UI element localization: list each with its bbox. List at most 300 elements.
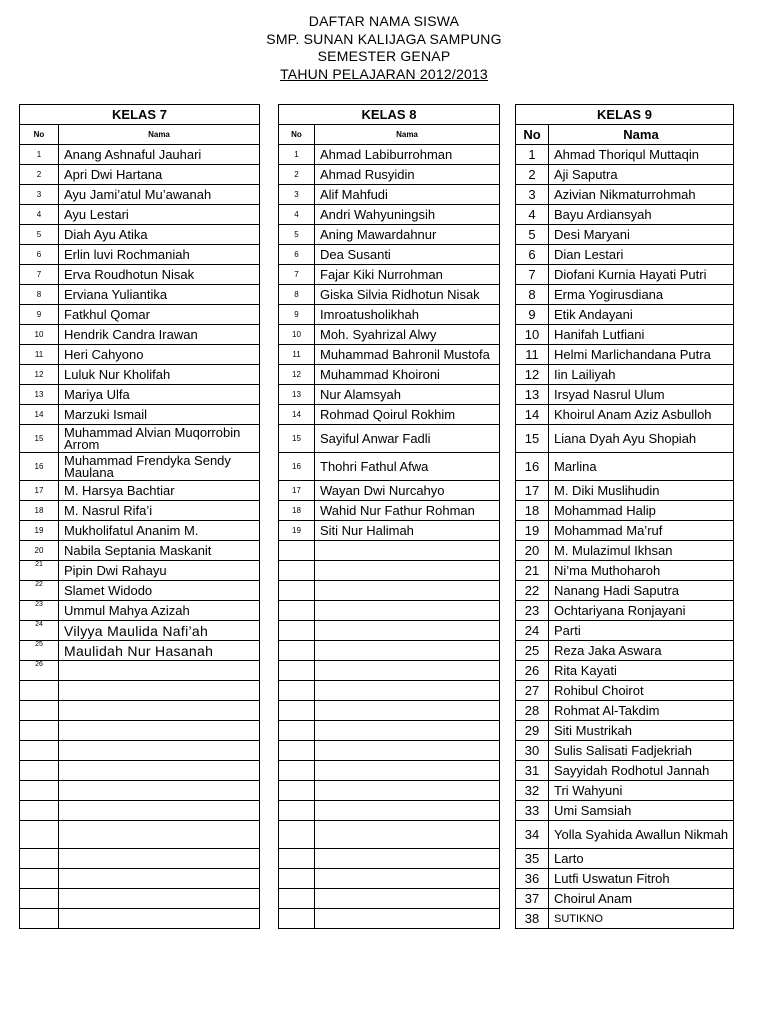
student-name: Desi Maryani bbox=[549, 225, 734, 245]
table-row bbox=[279, 621, 500, 641]
student-name: Ayu Lestari bbox=[59, 205, 260, 225]
table-row bbox=[279, 265, 500, 285]
student-name: Dea Susanti bbox=[315, 245, 500, 265]
student-name: Diofani Kurnia Hayati Putri bbox=[549, 265, 734, 285]
student-name: Alif Mahfudi bbox=[315, 185, 500, 205]
table-row bbox=[516, 801, 734, 821]
table-row bbox=[516, 405, 734, 425]
table-row bbox=[20, 185, 260, 205]
row-number bbox=[279, 621, 315, 641]
student-name: Hanifah Lutfiani bbox=[549, 325, 734, 345]
table-row bbox=[279, 681, 500, 701]
row-number: 9 bbox=[516, 305, 549, 325]
col-no-header: No bbox=[279, 125, 315, 145]
table-row bbox=[20, 601, 260, 621]
row-number bbox=[20, 801, 59, 821]
table-row bbox=[279, 501, 500, 521]
table-row bbox=[20, 385, 260, 405]
student-name: Sayyidah Rodhotul Jannah bbox=[549, 761, 734, 781]
student-name bbox=[59, 681, 260, 701]
row-number bbox=[279, 801, 315, 821]
table-row bbox=[20, 425, 260, 453]
student-name: Imroatusholikhah bbox=[315, 305, 500, 325]
row-number: 9 bbox=[20, 305, 59, 325]
student-name: Yolla Syahida Awallun Nikmah bbox=[549, 821, 734, 849]
row-number bbox=[279, 561, 315, 581]
row-number: 13 bbox=[20, 385, 59, 405]
row-number: 18 bbox=[20, 501, 59, 521]
table-row bbox=[279, 761, 500, 781]
table-row bbox=[20, 721, 260, 741]
student-name bbox=[315, 761, 500, 781]
row-number bbox=[279, 581, 315, 601]
student-name: Giska Silvia Ridhotun Nisak bbox=[315, 285, 500, 305]
table-row bbox=[20, 405, 260, 425]
row-number: 5 bbox=[20, 225, 59, 245]
student-name: Bayu Ardiansyah bbox=[549, 205, 734, 225]
row-number: 22 bbox=[20, 581, 59, 601]
student-name bbox=[315, 781, 500, 801]
row-number: 37 bbox=[516, 889, 549, 909]
row-number bbox=[20, 701, 59, 721]
student-name: Nabila Septania Maskanit bbox=[59, 541, 260, 561]
student-name: Mohammad Ma’ruf bbox=[549, 521, 734, 541]
table-row bbox=[516, 621, 734, 641]
table-row bbox=[20, 145, 260, 165]
student-name: M. Diki Muslihudin bbox=[549, 481, 734, 501]
row-number: 16 bbox=[279, 453, 315, 481]
table-row bbox=[516, 453, 734, 481]
table-row bbox=[279, 325, 500, 345]
student-name: M. Harsya Bachtiar bbox=[59, 481, 260, 501]
row-number: 11 bbox=[279, 345, 315, 365]
table-row bbox=[20, 325, 260, 345]
student-name: Lutfi Uswatun Fitroh bbox=[549, 869, 734, 889]
row-number: 3 bbox=[279, 185, 315, 205]
student-name bbox=[315, 601, 500, 621]
student-name bbox=[59, 889, 260, 909]
student-name: Helmi Marlichandana Putra bbox=[549, 345, 734, 365]
row-number: 11 bbox=[516, 345, 549, 365]
row-number: 24 bbox=[20, 621, 59, 641]
table-row bbox=[279, 453, 500, 481]
table-row bbox=[516, 205, 734, 225]
table-row bbox=[279, 661, 500, 681]
row-number: 7 bbox=[20, 265, 59, 285]
student-name: Ahmad Labiburrohman bbox=[315, 145, 500, 165]
student-name bbox=[315, 701, 500, 721]
table-row bbox=[20, 801, 260, 821]
row-number: 3 bbox=[516, 185, 549, 205]
row-number: 2 bbox=[516, 165, 549, 185]
row-number: 30 bbox=[516, 741, 549, 761]
row-number: 34 bbox=[516, 821, 549, 849]
student-name bbox=[59, 801, 260, 821]
student-name: Rita Kayati bbox=[549, 661, 734, 681]
student-name: Erva Roudhotun Nisak bbox=[59, 265, 260, 285]
table-row bbox=[516, 821, 734, 849]
student-name: SUTIKNO bbox=[549, 909, 734, 929]
row-number: 12 bbox=[279, 365, 315, 385]
row-number: 29 bbox=[516, 721, 549, 741]
row-number: 35 bbox=[516, 849, 549, 869]
student-name: Andri Wahyuningsih bbox=[315, 205, 500, 225]
student-name: Wahid Nur Fathur Rohman bbox=[315, 501, 500, 521]
row-number bbox=[279, 721, 315, 741]
table-row bbox=[279, 821, 500, 849]
student-name bbox=[59, 741, 260, 761]
student-name: Larto bbox=[549, 849, 734, 869]
table-row bbox=[279, 145, 500, 165]
student-name: Parti bbox=[549, 621, 734, 641]
table-row bbox=[20, 821, 260, 849]
student-name: Aning Mawardahnur bbox=[315, 225, 500, 245]
row-number: 19 bbox=[279, 521, 315, 541]
student-name: Muhammad Frendyka Sendy Maulana bbox=[59, 453, 260, 481]
student-name: Liana Dyah Ayu Shopiah bbox=[549, 425, 734, 453]
col-no-header: No bbox=[20, 125, 59, 145]
student-name bbox=[315, 741, 500, 761]
student-name: Apri Dwi Hartana bbox=[59, 165, 260, 185]
student-name: Luluk Nur Kholifah bbox=[59, 365, 260, 385]
table-row bbox=[20, 869, 260, 889]
table-row bbox=[516, 521, 734, 541]
student-name: Ahmad Rusyidin bbox=[315, 165, 500, 185]
student-name: Dian Lestari bbox=[549, 245, 734, 265]
student-name: Rohibul Choirot bbox=[549, 681, 734, 701]
row-number bbox=[279, 821, 315, 849]
row-number bbox=[279, 869, 315, 889]
table-row bbox=[516, 761, 734, 781]
row-number: 6 bbox=[279, 245, 315, 265]
row-number: 10 bbox=[20, 325, 59, 345]
student-name: Sulis Salisati Fadjekriah bbox=[549, 741, 734, 761]
table-row bbox=[279, 581, 500, 601]
student-name: Erviana Yuliantika bbox=[59, 285, 260, 305]
table-row bbox=[279, 701, 500, 721]
table-row bbox=[279, 345, 500, 365]
student-name bbox=[315, 821, 500, 849]
table-row bbox=[516, 245, 734, 265]
row-number: 15 bbox=[20, 425, 59, 453]
student-name: Ochtariyana Ronjayani bbox=[549, 601, 734, 621]
table-row bbox=[516, 225, 734, 245]
row-number: 19 bbox=[516, 521, 549, 541]
table-row bbox=[516, 481, 734, 501]
table-row bbox=[20, 641, 260, 661]
row-number: 7 bbox=[279, 265, 315, 285]
student-name bbox=[315, 721, 500, 741]
student-name: Choirul Anam bbox=[549, 889, 734, 909]
row-number bbox=[279, 601, 315, 621]
table-row bbox=[516, 601, 734, 621]
student-name: Muhammad Khoironi bbox=[315, 365, 500, 385]
kelas-9-table bbox=[515, 104, 734, 929]
row-number bbox=[279, 641, 315, 661]
student-name bbox=[315, 869, 500, 889]
table-row bbox=[516, 325, 734, 345]
student-name: Siti Nur Halimah bbox=[315, 521, 500, 541]
table-row bbox=[516, 541, 734, 561]
student-name: Pipin Dwi Rahayu bbox=[59, 561, 260, 581]
row-number: 22 bbox=[516, 581, 549, 601]
row-number: 4 bbox=[516, 205, 549, 225]
student-name: Erma Yogirusdiana bbox=[549, 285, 734, 305]
row-number: 20 bbox=[20, 541, 59, 561]
row-number bbox=[20, 889, 59, 909]
table-row bbox=[279, 305, 500, 325]
student-name bbox=[59, 781, 260, 801]
student-name: Ni’ma Muthoharoh bbox=[549, 561, 734, 581]
row-number: 21 bbox=[516, 561, 549, 581]
row-number: 8 bbox=[279, 285, 315, 305]
row-number: 4 bbox=[20, 205, 59, 225]
table-row bbox=[20, 365, 260, 385]
student-name bbox=[59, 761, 260, 781]
row-number: 21 bbox=[20, 561, 59, 581]
student-name: Wayan Dwi Nurcahyo bbox=[315, 481, 500, 501]
table-row bbox=[279, 225, 500, 245]
student-name: Rohmat Al-Takdim bbox=[549, 701, 734, 721]
table-row bbox=[279, 869, 500, 889]
row-number: 25 bbox=[20, 641, 59, 661]
table-row bbox=[279, 185, 500, 205]
table-row bbox=[516, 345, 734, 365]
table-row bbox=[516, 285, 734, 305]
row-number bbox=[20, 761, 59, 781]
table-row bbox=[20, 889, 260, 909]
student-name: Thohri Fathul Afwa bbox=[315, 453, 500, 481]
row-number: 12 bbox=[20, 365, 59, 385]
student-name: Diah Ayu Atika bbox=[59, 225, 260, 245]
academic-year: TAHUN PELAJARAN 2012/2013 bbox=[280, 65, 488, 82]
row-number bbox=[20, 909, 59, 929]
student-name: Aji Saputra bbox=[549, 165, 734, 185]
student-name: Reza Jaka Aswara bbox=[549, 641, 734, 661]
table-row bbox=[279, 541, 500, 561]
student-name bbox=[315, 581, 500, 601]
row-number: 19 bbox=[20, 521, 59, 541]
table-row bbox=[20, 701, 260, 721]
student-name bbox=[59, 821, 260, 849]
table-row bbox=[516, 581, 734, 601]
student-name: Mariya Ulfa bbox=[59, 385, 260, 405]
row-number: 10 bbox=[516, 325, 549, 345]
table-row bbox=[516, 305, 734, 325]
row-number: 15 bbox=[279, 425, 315, 453]
table-row bbox=[20, 481, 260, 501]
row-number: 2 bbox=[279, 165, 315, 185]
row-number bbox=[279, 701, 315, 721]
student-name bbox=[59, 869, 260, 889]
student-name: Iin Lailiyah bbox=[549, 365, 734, 385]
student-name: Siti Mustrikah bbox=[549, 721, 734, 741]
table-row bbox=[279, 481, 500, 501]
col-nama-header: Nama bbox=[59, 125, 260, 145]
student-name bbox=[315, 909, 500, 929]
table-row bbox=[279, 781, 500, 801]
row-number bbox=[20, 721, 59, 741]
student-name: Nanang Hadi Saputra bbox=[549, 581, 734, 601]
row-number: 2 bbox=[20, 165, 59, 185]
row-number: 16 bbox=[516, 453, 549, 481]
row-number: 20 bbox=[516, 541, 549, 561]
row-number bbox=[20, 741, 59, 761]
table-row bbox=[279, 365, 500, 385]
table-row bbox=[20, 225, 260, 245]
row-number: 26 bbox=[20, 661, 59, 681]
row-number: 7 bbox=[516, 265, 549, 285]
row-number: 17 bbox=[279, 481, 315, 501]
student-name: M. Mulazimul Ikhsan bbox=[549, 541, 734, 561]
row-number: 3 bbox=[20, 185, 59, 205]
col-nama-header: Nama bbox=[315, 125, 500, 145]
table-row bbox=[279, 641, 500, 661]
student-name bbox=[315, 681, 500, 701]
student-name bbox=[59, 721, 260, 741]
student-name: Mukholifatul Ananim M. bbox=[59, 521, 260, 541]
row-number: 17 bbox=[516, 481, 549, 501]
row-number: 27 bbox=[516, 681, 549, 701]
row-number: 16 bbox=[20, 453, 59, 481]
student-name: Ummul Mahya Azizah bbox=[59, 601, 260, 621]
table-row bbox=[516, 365, 734, 385]
document-header bbox=[0, 13, 768, 83]
student-name: Tri Wahyuni bbox=[549, 781, 734, 801]
row-number: 8 bbox=[516, 285, 549, 305]
row-number: 36 bbox=[516, 869, 549, 889]
row-number: 38 bbox=[516, 909, 549, 929]
table-row bbox=[20, 909, 260, 929]
kelas-9-title: KELAS 9 bbox=[516, 105, 734, 125]
table-row bbox=[20, 345, 260, 365]
row-number: 10 bbox=[279, 325, 315, 345]
row-number: 14 bbox=[279, 405, 315, 425]
table-row bbox=[279, 561, 500, 581]
student-name: Nur Alamsyah bbox=[315, 385, 500, 405]
student-name: Maulidah Nur Hasanah bbox=[59, 641, 260, 661]
row-number bbox=[279, 661, 315, 681]
student-name: Hendrik Candra Irawan bbox=[59, 325, 260, 345]
kelas-8-table bbox=[278, 104, 500, 929]
table-row bbox=[279, 385, 500, 405]
row-number: 15 bbox=[516, 425, 549, 453]
table-row bbox=[279, 741, 500, 761]
row-number: 26 bbox=[516, 661, 549, 681]
student-name bbox=[59, 661, 260, 681]
row-number: 6 bbox=[20, 245, 59, 265]
student-name: Rohmad Qoirul Rokhim bbox=[315, 405, 500, 425]
row-number bbox=[20, 869, 59, 889]
table-row bbox=[516, 721, 734, 741]
row-number: 4 bbox=[279, 205, 315, 225]
student-name: Muhammad Alvian Muqorrobin Arrom bbox=[59, 425, 260, 453]
student-name: Sayiful Anwar Fadli bbox=[315, 425, 500, 453]
student-name: Fatkhul Qomar bbox=[59, 305, 260, 325]
student-name: Etik Andayani bbox=[549, 305, 734, 325]
row-number: 6 bbox=[516, 245, 549, 265]
table-row bbox=[516, 641, 734, 661]
student-name: Muhammad Bahronil Mustofa bbox=[315, 345, 500, 365]
school-name: SMP. SUNAN KALIJAGA SAMPUNG bbox=[266, 30, 502, 47]
semester-label: SEMESTER GENAP bbox=[317, 48, 451, 64]
student-name: Ayu Jami’atul Mu’awanah bbox=[59, 185, 260, 205]
table-row bbox=[20, 561, 260, 581]
row-number bbox=[279, 889, 315, 909]
table-row bbox=[279, 165, 500, 185]
row-number bbox=[279, 781, 315, 801]
row-number bbox=[279, 849, 315, 869]
row-number: 11 bbox=[20, 345, 59, 365]
table-row bbox=[516, 185, 734, 205]
table-row bbox=[20, 761, 260, 781]
row-number: 9 bbox=[279, 305, 315, 325]
table-row bbox=[20, 165, 260, 185]
table-row bbox=[516, 701, 734, 721]
kelas-8-title: KELAS 8 bbox=[279, 105, 500, 125]
student-name bbox=[59, 849, 260, 869]
row-number: 18 bbox=[516, 501, 549, 521]
row-number: 13 bbox=[516, 385, 549, 405]
table-row bbox=[20, 501, 260, 521]
student-name: Fajar Kiki Nurrohman bbox=[315, 265, 500, 285]
student-name: Anang Ashnaful Jauhari bbox=[59, 145, 260, 165]
table-row bbox=[516, 849, 734, 869]
student-name bbox=[315, 541, 500, 561]
table-row bbox=[279, 425, 500, 453]
col-no-header: No bbox=[516, 125, 549, 145]
table-row bbox=[516, 661, 734, 681]
table-row bbox=[279, 601, 500, 621]
table-row bbox=[279, 909, 500, 929]
row-number: 25 bbox=[516, 641, 549, 661]
row-number: 14 bbox=[20, 405, 59, 425]
table-row bbox=[279, 801, 500, 821]
table-row bbox=[516, 909, 734, 929]
table-row bbox=[279, 405, 500, 425]
table-row bbox=[20, 541, 260, 561]
row-number: 23 bbox=[516, 601, 549, 621]
row-number bbox=[279, 741, 315, 761]
kelas-7-title: KELAS 7 bbox=[20, 105, 260, 125]
row-number: 13 bbox=[279, 385, 315, 405]
table-row bbox=[20, 849, 260, 869]
table-row bbox=[20, 781, 260, 801]
table-row bbox=[516, 385, 734, 405]
student-name: Erlin luvi Rochmaniah bbox=[59, 245, 260, 265]
table-row bbox=[20, 521, 260, 541]
row-number bbox=[279, 541, 315, 561]
student-name bbox=[315, 801, 500, 821]
table-row bbox=[516, 889, 734, 909]
row-number: 18 bbox=[279, 501, 315, 521]
table-row bbox=[20, 285, 260, 305]
student-name: Moh. Syahrizal Alwy bbox=[315, 325, 500, 345]
table-row bbox=[20, 245, 260, 265]
row-number: 1 bbox=[516, 145, 549, 165]
table-row bbox=[279, 889, 500, 909]
table-row bbox=[516, 425, 734, 453]
table-row bbox=[279, 849, 500, 869]
table-row bbox=[279, 205, 500, 225]
document-title: DAFTAR NAMA SISWA bbox=[308, 13, 460, 29]
row-number bbox=[279, 909, 315, 929]
table-row bbox=[516, 741, 734, 761]
row-number: 28 bbox=[516, 701, 549, 721]
row-number bbox=[20, 681, 59, 701]
row-number bbox=[279, 761, 315, 781]
student-name bbox=[315, 561, 500, 581]
